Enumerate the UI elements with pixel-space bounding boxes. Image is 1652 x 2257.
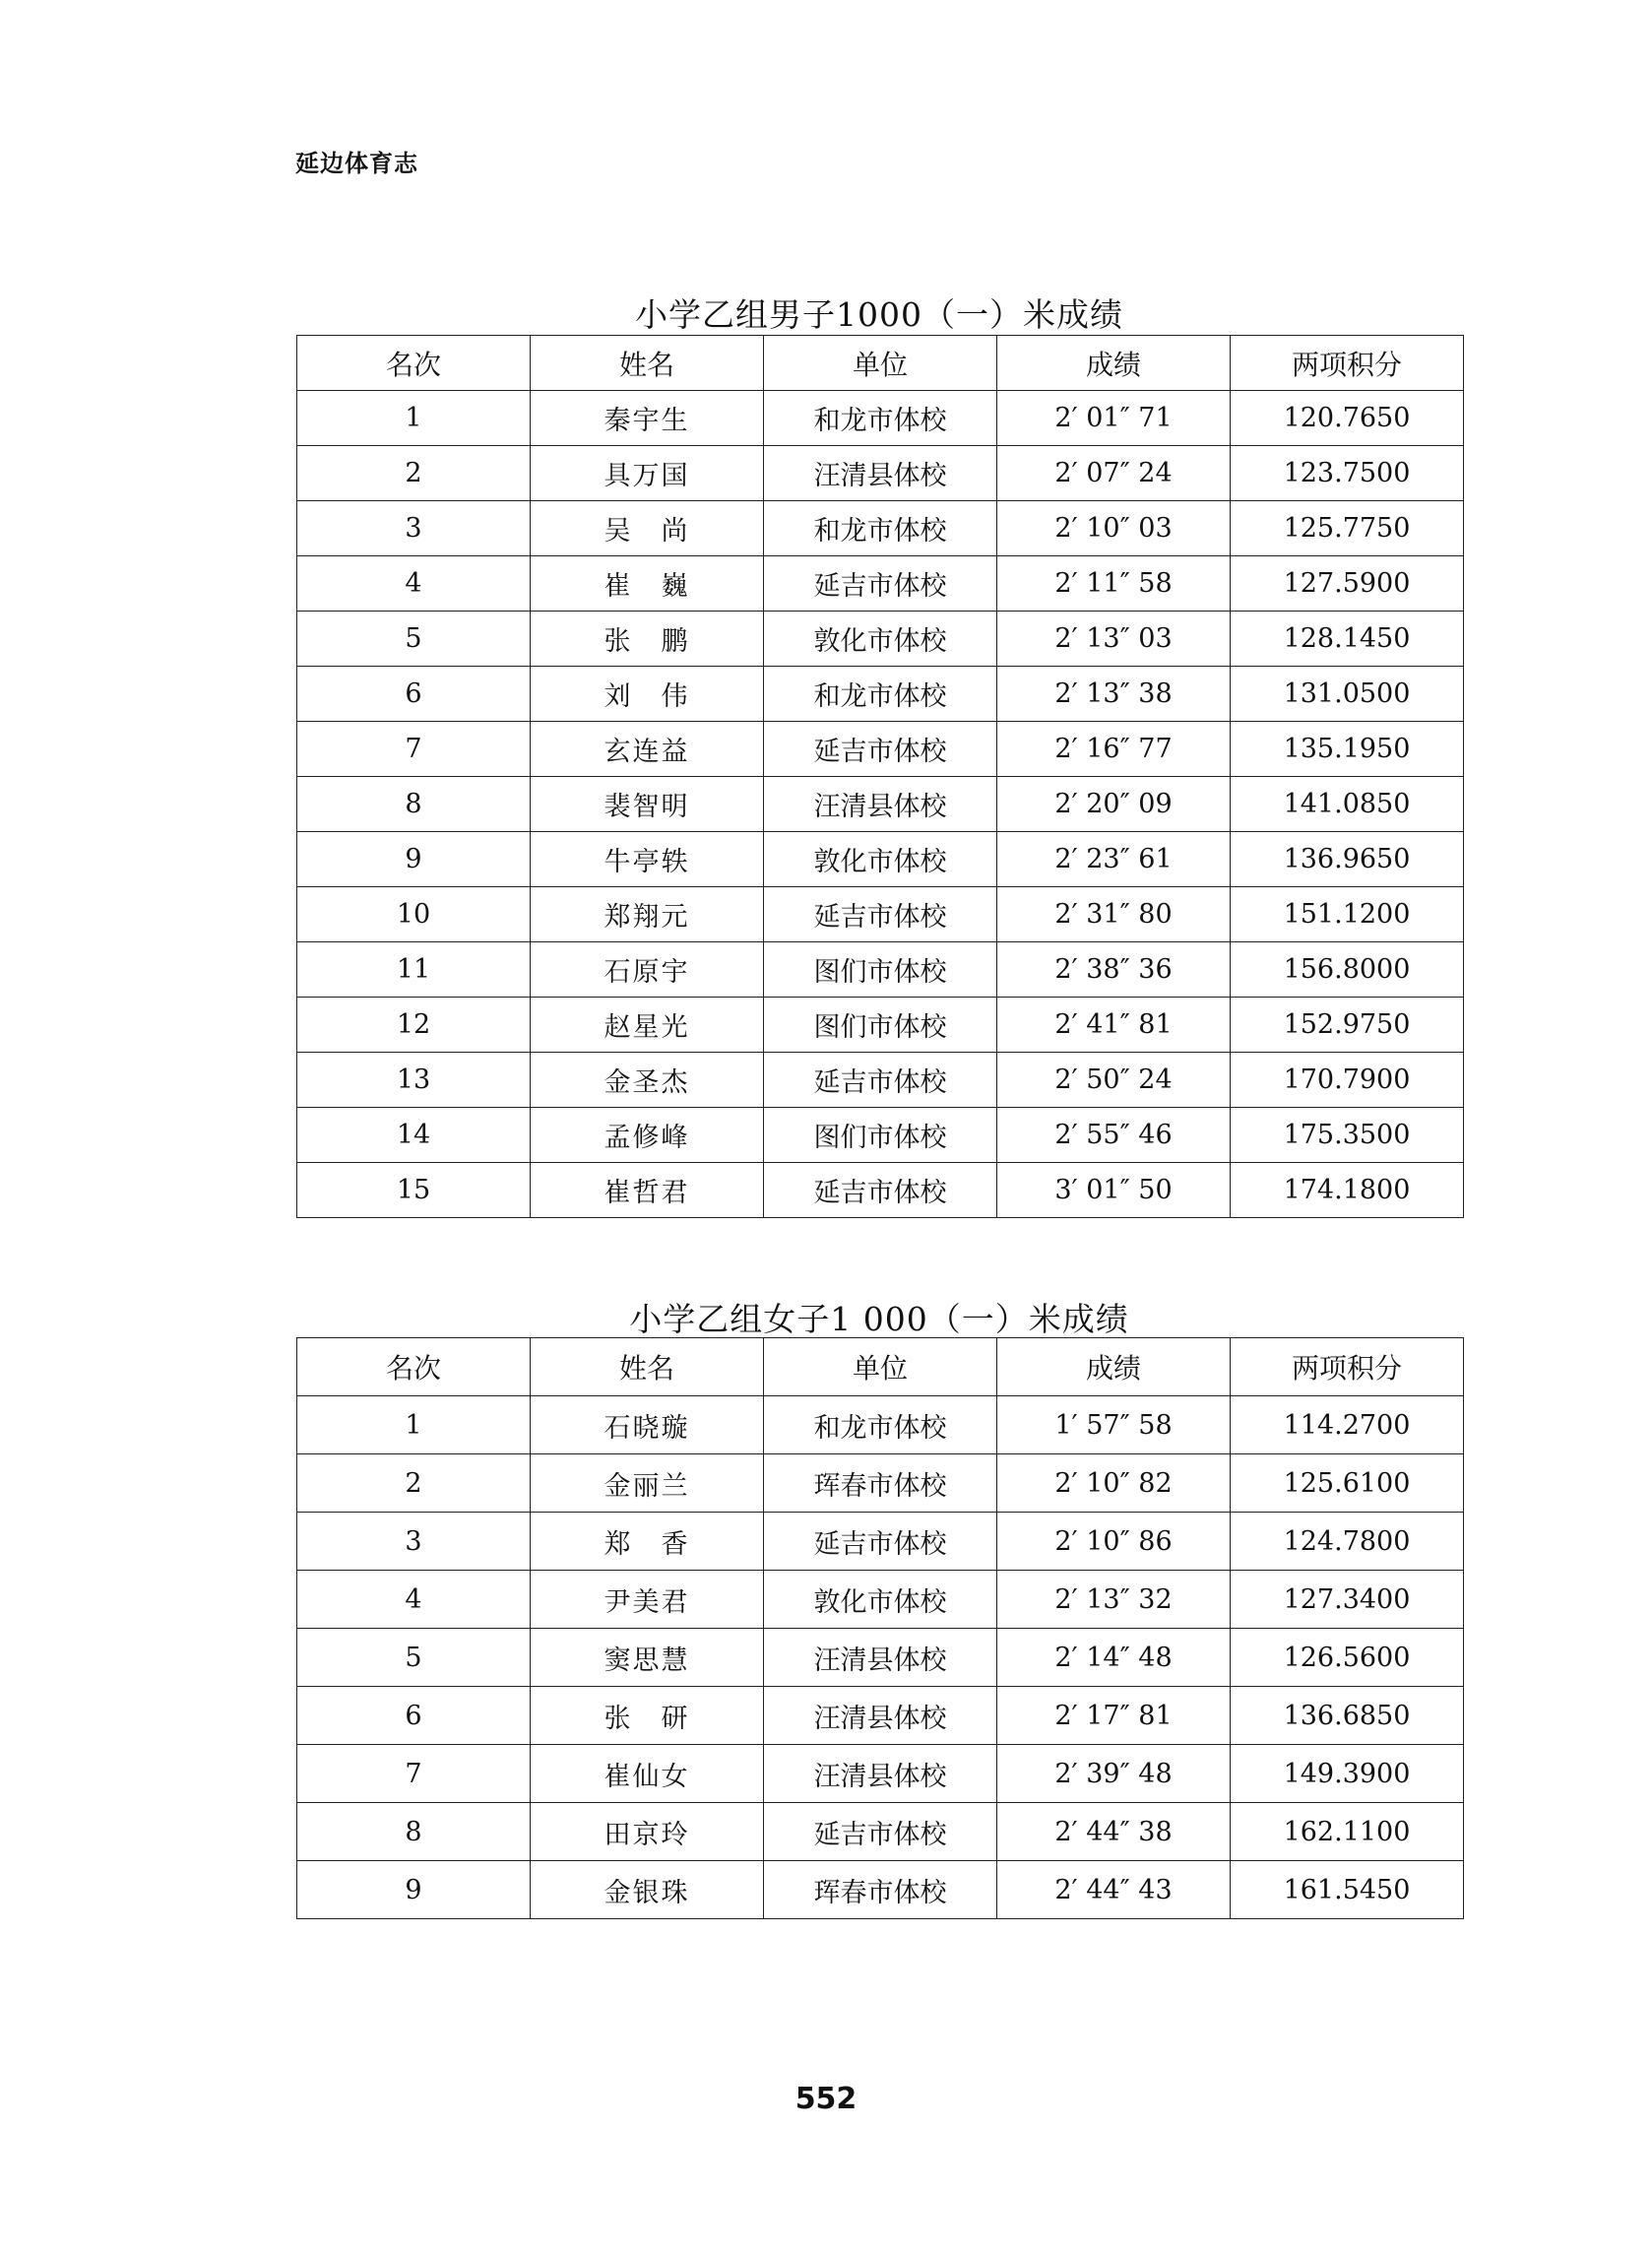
rank-cell: 10 bbox=[297, 887, 531, 942]
points-cell: 128.1450 bbox=[1231, 612, 1464, 667]
name-cell: 金圣杰 bbox=[531, 1053, 764, 1108]
name-cell: 窦思慧 bbox=[531, 1629, 764, 1687]
result-cell: 2′ 14″ 48 bbox=[997, 1629, 1231, 1687]
points-cell: 174.1800 bbox=[1231, 1163, 1464, 1218]
points-cell: 125.6100 bbox=[1231, 1454, 1464, 1513]
points-cell: 131.0500 bbox=[1231, 667, 1464, 722]
name-cell: 吴 尚 bbox=[531, 501, 764, 556]
column-header-unit: 单位 bbox=[764, 1338, 997, 1396]
rank-cell: 12 bbox=[297, 998, 531, 1053]
rank-cell: 4 bbox=[297, 556, 531, 612]
running-head: 延边体育志 bbox=[295, 150, 418, 177]
rank-cell: 3 bbox=[297, 1513, 531, 1571]
result-cell: 2′ 31″ 80 bbox=[997, 887, 1231, 942]
rank-cell: 1 bbox=[297, 1396, 531, 1454]
column-header-points: 两项积分 bbox=[1231, 336, 1464, 391]
name-cell: 牛亭轶 bbox=[531, 832, 764, 887]
points-cell: 162.1100 bbox=[1231, 1803, 1464, 1861]
rank-cell: 1 bbox=[297, 391, 531, 446]
result-cell: 2′ 50″ 24 bbox=[997, 1053, 1231, 1108]
result-cell: 2′ 20″ 09 bbox=[997, 777, 1231, 832]
table-header-row bbox=[297, 336, 1464, 391]
name-cell: 金丽兰 bbox=[531, 1454, 764, 1513]
table-row bbox=[297, 1687, 1464, 1745]
name-cell: 秦宇生 bbox=[531, 391, 764, 446]
rank-cell: 11 bbox=[297, 942, 531, 998]
points-cell: 127.5900 bbox=[1231, 556, 1464, 612]
points-cell: 123.7500 bbox=[1231, 446, 1464, 501]
rank-cell: 5 bbox=[297, 1629, 531, 1687]
unit-cell: 敦化市体校 bbox=[764, 1571, 997, 1629]
unit-cell: 敦化市体校 bbox=[764, 832, 997, 887]
points-cell: 135.1950 bbox=[1231, 722, 1464, 777]
table-row bbox=[297, 446, 1464, 501]
table-row bbox=[297, 1108, 1464, 1163]
name-cell: 崔 巍 bbox=[531, 556, 764, 612]
result-cell: 2′ 07″ 24 bbox=[997, 446, 1231, 501]
name-cell: 崔哲君 bbox=[531, 1163, 764, 1218]
unit-cell: 延吉市体校 bbox=[764, 1163, 997, 1218]
table-row bbox=[297, 1745, 1464, 1803]
result-cell: 2′ 10″ 03 bbox=[997, 501, 1231, 556]
points-cell: 151.1200 bbox=[1231, 887, 1464, 942]
unit-cell: 和龙市体校 bbox=[764, 1396, 997, 1454]
table-row bbox=[297, 391, 1464, 446]
result-cell: 2′ 44″ 43 bbox=[997, 1861, 1231, 1919]
rank-cell: 8 bbox=[297, 1803, 531, 1861]
unit-cell: 珲春市体校 bbox=[764, 1454, 997, 1513]
unit-cell: 和龙市体校 bbox=[764, 501, 997, 556]
result-cell: 2′ 10″ 82 bbox=[997, 1454, 1231, 1513]
result-cell: 2′ 01″ 71 bbox=[997, 391, 1231, 446]
rank-cell: 14 bbox=[297, 1108, 531, 1163]
points-cell: 156.8000 bbox=[1231, 942, 1464, 998]
page-number: 552 bbox=[794, 2082, 858, 2116]
points-cell: 161.5450 bbox=[1231, 1861, 1464, 1919]
result-cell: 2′ 10″ 86 bbox=[997, 1513, 1231, 1571]
unit-cell: 延吉市体校 bbox=[764, 1803, 997, 1861]
rank-cell: 2 bbox=[297, 1454, 531, 1513]
name-cell: 玄连益 bbox=[531, 722, 764, 777]
result-cell: 2′ 39″ 48 bbox=[997, 1745, 1231, 1803]
result-cell: 2′ 13″ 38 bbox=[997, 667, 1231, 722]
points-cell: 175.3500 bbox=[1231, 1108, 1464, 1163]
name-cell: 郑翔元 bbox=[531, 887, 764, 942]
unit-cell: 延吉市体校 bbox=[764, 1053, 997, 1108]
column-header-name: 姓名 bbox=[531, 336, 764, 391]
points-cell: 120.7650 bbox=[1231, 391, 1464, 446]
table-row bbox=[297, 1571, 1464, 1629]
rank-cell: 7 bbox=[297, 1745, 531, 1803]
result-cell: 2′ 55″ 46 bbox=[997, 1108, 1231, 1163]
unit-cell: 敦化市体校 bbox=[764, 612, 997, 667]
name-cell: 孟修峰 bbox=[531, 1108, 764, 1163]
table-header-row bbox=[297, 1338, 1464, 1396]
table-row bbox=[297, 832, 1464, 887]
table-row bbox=[297, 777, 1464, 832]
rank-cell: 4 bbox=[297, 1571, 531, 1629]
result-cell: 2′ 13″ 32 bbox=[997, 1571, 1231, 1629]
rank-cell: 8 bbox=[297, 777, 531, 832]
result-cell: 1′ 57″ 58 bbox=[997, 1396, 1231, 1454]
unit-cell: 珲春市体校 bbox=[764, 1861, 997, 1919]
unit-cell: 和龙市体校 bbox=[764, 391, 997, 446]
column-header-unit: 单位 bbox=[764, 336, 997, 391]
unit-cell: 延吉市体校 bbox=[764, 887, 997, 942]
table-row bbox=[297, 501, 1464, 556]
unit-cell: 延吉市体校 bbox=[764, 556, 997, 612]
result-cell: 2′ 44″ 38 bbox=[997, 1803, 1231, 1861]
name-cell: 张 研 bbox=[531, 1687, 764, 1745]
unit-cell: 汪清县体校 bbox=[764, 777, 997, 832]
column-header-points: 两项积分 bbox=[1231, 1338, 1464, 1396]
rank-cell: 3 bbox=[297, 501, 531, 556]
rank-cell: 15 bbox=[297, 1163, 531, 1218]
table-row bbox=[297, 942, 1464, 998]
table-row bbox=[297, 1396, 1464, 1454]
table-row bbox=[297, 1803, 1464, 1861]
name-cell: 具万国 bbox=[531, 446, 764, 501]
unit-cell: 汪清县体校 bbox=[764, 1745, 997, 1803]
points-cell: 125.7750 bbox=[1231, 501, 1464, 556]
column-header-rank: 名次 bbox=[297, 1338, 531, 1396]
points-cell: 136.9650 bbox=[1231, 832, 1464, 887]
result-cell: 2′ 23″ 61 bbox=[997, 832, 1231, 887]
name-cell: 张 鹏 bbox=[531, 612, 764, 667]
table-row bbox=[297, 1513, 1464, 1571]
name-cell: 田京玲 bbox=[531, 1803, 764, 1861]
unit-cell: 汪清县体校 bbox=[764, 1687, 997, 1745]
rank-cell: 9 bbox=[297, 832, 531, 887]
unit-cell: 和龙市体校 bbox=[764, 667, 997, 722]
results-table-boys bbox=[296, 335, 1464, 1218]
points-cell: 114.2700 bbox=[1231, 1396, 1464, 1454]
table-row bbox=[297, 722, 1464, 777]
points-cell: 127.3400 bbox=[1231, 1571, 1464, 1629]
unit-cell: 汪清县体校 bbox=[764, 1629, 997, 1687]
unit-cell: 图们市体校 bbox=[764, 942, 997, 998]
points-cell: 136.6850 bbox=[1231, 1687, 1464, 1745]
table-row bbox=[297, 1629, 1464, 1687]
table-row bbox=[297, 667, 1464, 722]
points-cell: 170.7900 bbox=[1231, 1053, 1464, 1108]
rank-cell: 7 bbox=[297, 722, 531, 777]
table-row bbox=[297, 556, 1464, 612]
name-cell: 尹美君 bbox=[531, 1571, 764, 1629]
result-cell: 2′ 13″ 03 bbox=[997, 612, 1231, 667]
table-row bbox=[297, 1454, 1464, 1513]
unit-cell: 延吉市体校 bbox=[764, 1513, 997, 1571]
result-cell: 2′ 16″ 77 bbox=[997, 722, 1231, 777]
points-cell: 149.3900 bbox=[1231, 1745, 1464, 1803]
table-row bbox=[297, 1861, 1464, 1919]
points-cell: 152.9750 bbox=[1231, 998, 1464, 1053]
column-header-result: 成绩 bbox=[997, 336, 1231, 391]
rank-cell: 13 bbox=[297, 1053, 531, 1108]
table-row bbox=[297, 612, 1464, 667]
result-cell: 3′ 01″ 50 bbox=[997, 1163, 1231, 1218]
unit-cell: 图们市体校 bbox=[764, 1108, 997, 1163]
name-cell: 赵星光 bbox=[531, 998, 764, 1053]
rank-cell: 6 bbox=[297, 667, 531, 722]
name-cell: 石晓璇 bbox=[531, 1396, 764, 1454]
points-cell: 141.0850 bbox=[1231, 777, 1464, 832]
name-cell: 金银珠 bbox=[531, 1861, 764, 1919]
rank-cell: 5 bbox=[297, 612, 531, 667]
name-cell: 郑 香 bbox=[531, 1513, 764, 1571]
table-row bbox=[297, 1053, 1464, 1108]
result-cell: 2′ 11″ 58 bbox=[997, 556, 1231, 612]
table-row bbox=[297, 998, 1464, 1053]
table-title-boys: 小学乙组男子1000（一）米成绩 bbox=[635, 295, 1123, 334]
table-row bbox=[297, 1163, 1464, 1218]
unit-cell: 图们市体校 bbox=[764, 998, 997, 1053]
table-row bbox=[297, 887, 1464, 942]
name-cell: 裴智明 bbox=[531, 777, 764, 832]
column-header-result: 成绩 bbox=[997, 1338, 1231, 1396]
result-cell: 2′ 41″ 81 bbox=[997, 998, 1231, 1053]
points-cell: 126.5600 bbox=[1231, 1629, 1464, 1687]
unit-cell: 汪清县体校 bbox=[764, 446, 997, 501]
unit-cell: 延吉市体校 bbox=[764, 722, 997, 777]
rank-cell: 6 bbox=[297, 1687, 531, 1745]
column-header-rank: 名次 bbox=[297, 336, 531, 391]
name-cell: 崔仙女 bbox=[531, 1745, 764, 1803]
result-cell: 2′ 38″ 36 bbox=[997, 942, 1231, 998]
rank-cell: 9 bbox=[297, 1861, 531, 1919]
result-cell: 2′ 17″ 81 bbox=[997, 1687, 1231, 1745]
rank-cell: 2 bbox=[297, 446, 531, 501]
points-cell: 124.7800 bbox=[1231, 1513, 1464, 1571]
table-title-girls: 小学乙组女子1 000（一）米成绩 bbox=[629, 1300, 1129, 1338]
results-table-girls bbox=[296, 1337, 1464, 1919]
name-cell: 石原宇 bbox=[531, 942, 764, 998]
name-cell: 刘 伟 bbox=[531, 667, 764, 722]
column-header-name: 姓名 bbox=[531, 1338, 764, 1396]
